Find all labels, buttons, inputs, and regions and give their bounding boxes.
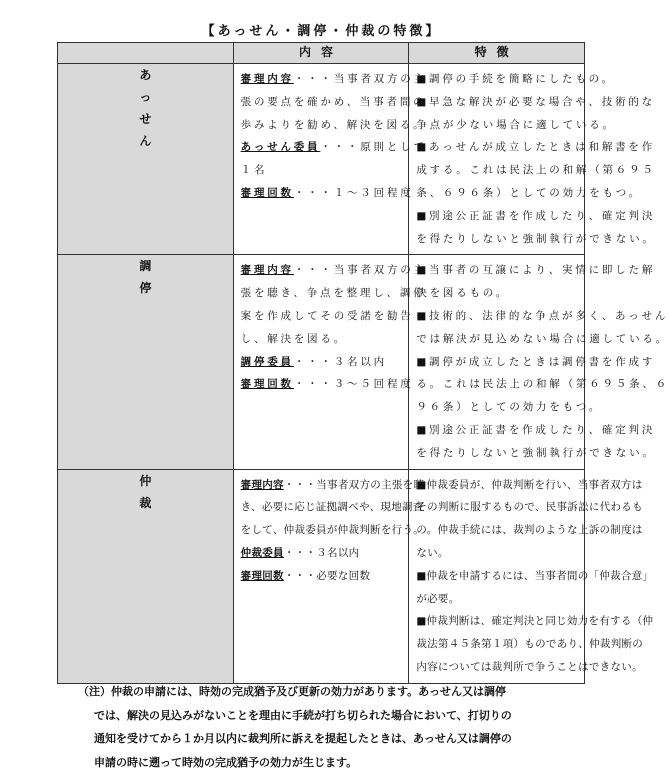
content-label: 審理回数 [240,378,294,391]
content-label: 調停委員 [240,355,294,368]
footnote: （注）仲裁の申請には、時効の完成猶予及び更新の効力があります。あっせん又は調停 では、解決の見込みがないことを理由に手続が打ち切られた場合において、打切りの 通知を受けてから１か月以内に裁判所に訴えを提起したときは、あっせん又は調停の 申請の時に遡って時効の完成猶予の効力が生じます。 [78,685,512,769]
content-label: 審理内容 [240,264,294,277]
content-label: 審理回数 [240,569,284,582]
features-cell-chusai: ■仲裁委員が、仲裁判断を行い、当事者双方は その判断に服するもので、民事訴訟に代わるも の。仲裁手続には、裁判のような上訴の制度は ない。 ■仲裁を申請するには、当事者間の「仲裁合意」 が必要。 ■仲裁判断は、確定判決と同じ効力を有する（仲 裁法第４５条第１項）ものであり、仲裁判断の 内容については裁判所で争うことはできない。 [409,469,585,683]
table-row-assen [58,64,585,255]
content-label: 審理回数 [240,186,294,199]
content-cell-chusai: 審理内容・・・当事者双方の主張を聴 き、必要に応じ証拠調べや、現地調査 をして、仲裁委員が仲裁判断を行う。 仲裁委員・・・３名以内 審理回数・・・必要な回数 [233,469,409,683]
table-header-row [58,43,585,64]
content-label: 審理内容 [240,478,284,491]
features-cell-chotei: ■当事者の互譲により、実情に即した解 決を図るもの。 ■技術的、法律的な争点が多く、あっせん では解決が見込めない場合に適している。 ■調停が成立したときは調停書を作成す る。これは民法上の和解（第６９５条、６ ９６条）としての効力をもつ。 ■別途公正証書を作成したり、確定判決 を得たりしないと強制執行ができない。 [409,255,585,469]
category-chotei: 調 停 [58,255,234,469]
table-row-chotei [58,255,585,469]
comparison-table [57,42,669,684]
content-cell-assen: 審理内容・・・当事者双方の主 張の要点を確かめ、当事者間の 歩みよりを勧め、解決を図る。 あっせん委員・・・原則として １名 審理回数・・・１～３回程度 [233,64,409,255]
header-blank [58,43,234,64]
category-chusai: 仲 裁 [58,469,234,683]
page-title: 【あっせん・調停・仲裁の特徴】 [201,24,442,39]
features-cell-assen: ■調停の手続を簡略にしたもの。 ■早急な解決が必要な場合や、技術的な 争点が少ない場合に適している。 ■あっせんが成立したときは和解書を作 成する。これは民法上の和解（第６９５ 条、６９６条）としての効力をもつ。 ■別途公正証書を作成したり、確定判決 を得たりしないと強制執行ができない。 [409,64,585,255]
header-content: 内容 [233,43,409,64]
header-features: 特徴 [409,43,585,64]
content-cell-chotei: 審理内容・・・当事者双方の主 張を聴き、争点を整理し、調停 案を作成してその受諾を勧告 し、解決を図る。 調停委員・・・３名以内 審理回数・・・３～５回程度 [233,255,409,469]
content-label: 仲裁委員 [240,546,284,559]
content-label: 審理内容 [240,73,294,85]
table-row-chusai [58,469,585,683]
category-assen: あ っ せ ん [58,64,234,255]
content-label: あっせん委員 [240,141,321,154]
